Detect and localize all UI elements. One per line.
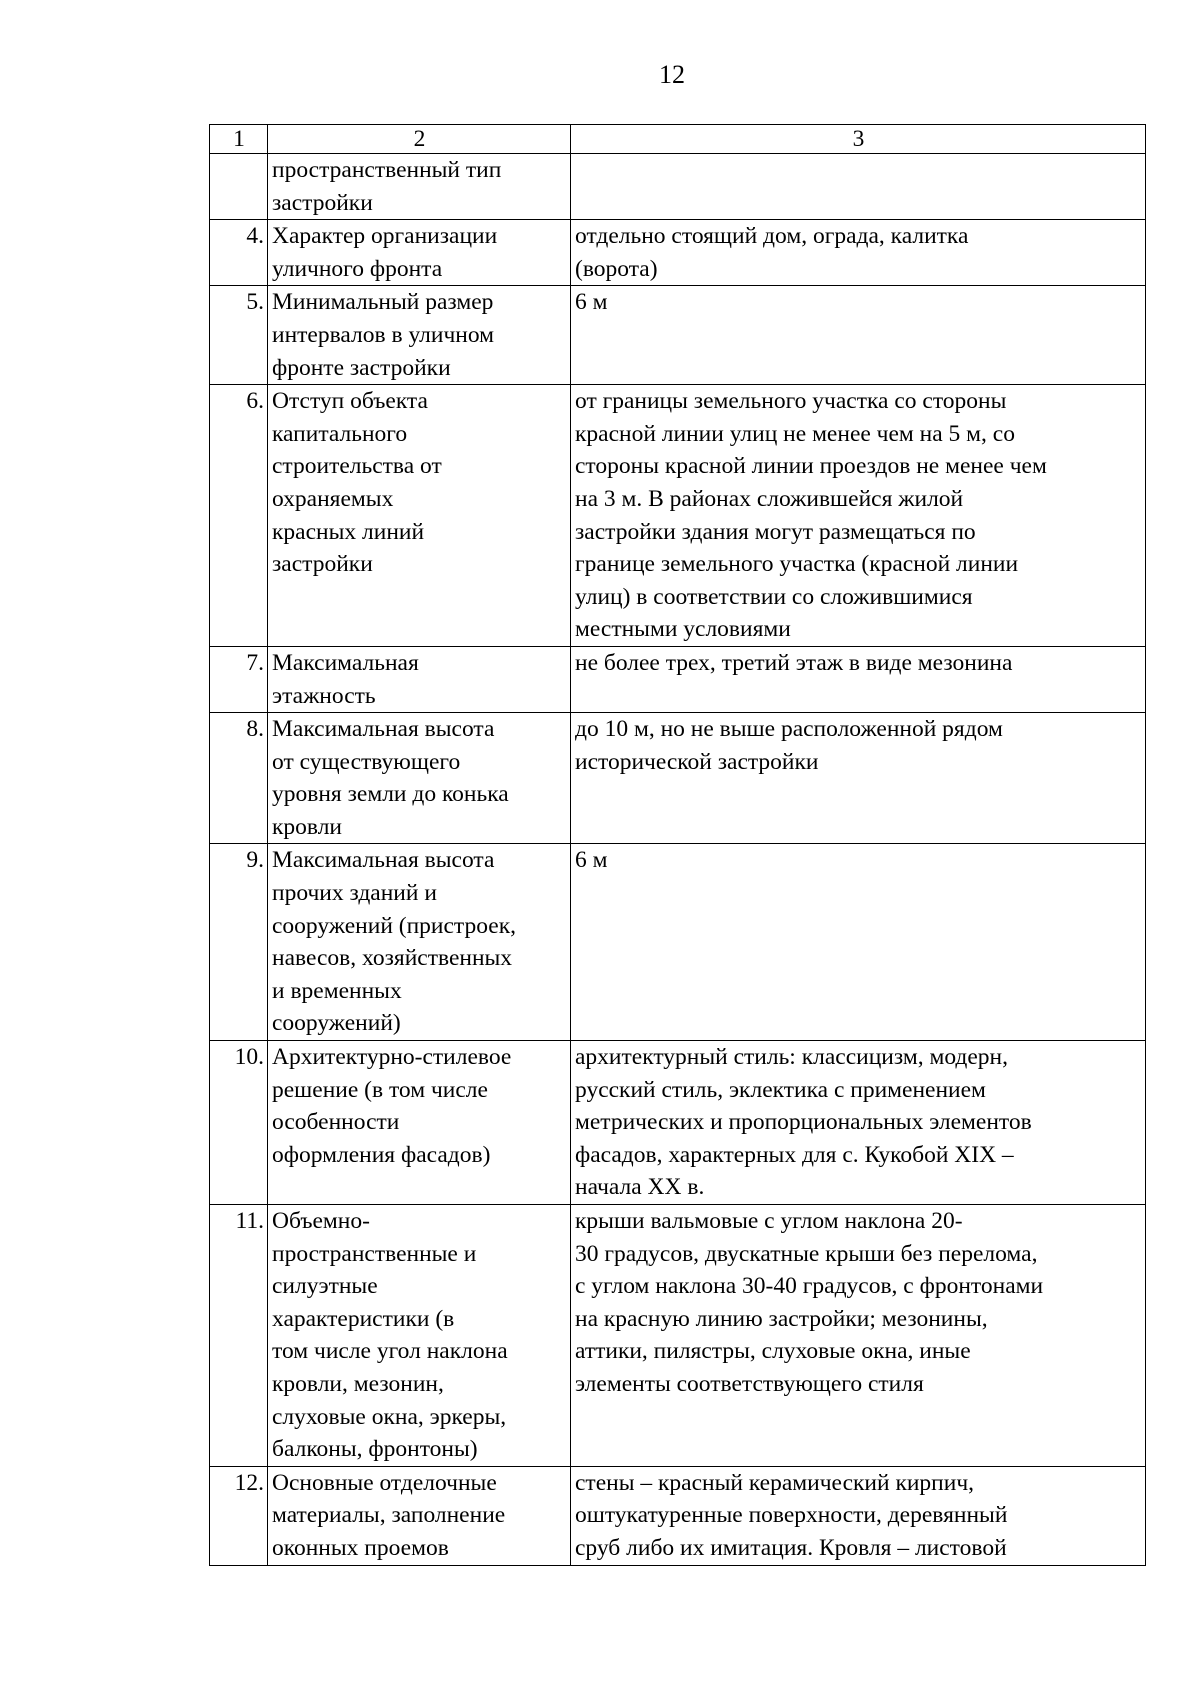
value-cell: 6 м [571,286,1146,385]
row-number-cell: 9. [210,844,268,1041]
table-row [210,844,1146,1041]
table-row [210,1041,1146,1205]
header-cell-2: 2 [268,125,571,154]
value-cell: отдельно стоящий дом, ограда, калитка (ворота) [571,220,1146,286]
value-cell [571,154,1146,220]
parameter-cell: Отступ объекта капитального строительства от охраняемых красных линий застройки [268,385,571,647]
table-row [210,154,1146,220]
header-cell-3: 3 [571,125,1146,154]
row-number-cell: 7. [210,646,268,712]
header-cell-1: 1 [210,125,268,154]
table-row [210,1466,1146,1565]
value-cell: не более трех, третий этаж в виде мезонина [571,646,1146,712]
table-row [210,286,1146,385]
row-number-cell [210,154,268,220]
page-number: 12 [659,60,685,89]
row-number-cell: 5. [210,286,268,385]
table-row [210,1205,1146,1467]
parameter-cell: Архитектурно-стилевое решение (в том числе особенности оформления фасадов) [268,1041,571,1205]
parameter-cell: Максимальная этажность [268,646,571,712]
table-row [210,385,1146,647]
row-number-cell: 4. [210,220,268,286]
value-cell: стены – красный керамический кирпич, оштукатуренные поверхности, деревянный сруб либо их имитация. Кровля – листовой [571,1466,1146,1565]
table-header-row [210,125,1146,154]
row-number-cell: 8. [210,713,268,844]
table-row [210,713,1146,844]
row-number-cell: 12. [210,1466,268,1565]
row-number-cell: 10. [210,1041,268,1205]
table-body [210,125,1146,1566]
parameter-cell: Минимальный размер интервалов в уличном фронте застройки [268,286,571,385]
value-cell: архитектурный стиль: классицизм, модерн, русский стиль, эклектика с применением метрических и пропорциональных элементов фасадов, характерных для с. Кукобой XIX – начала XX в. [571,1041,1146,1205]
row-number-cell: 6. [210,385,268,647]
value-cell: до 10 м, но не выше расположенной рядом исторической застройки [571,713,1146,844]
parameter-cell: Характер организации уличного фронта [268,220,571,286]
row-number-cell: 11. [210,1205,268,1467]
value-cell: крыши вальмовые с углом наклона 20- 30 градусов, двускатные крыши без перелома, с углом наклона 30-40 градусов, с фронтонами на красную линию застройки; мезонины, аттики, пилястры, слуховые окна, иные элементы соответствующего стиля [571,1205,1146,1467]
value-cell: от границы земельного участка со стороны красной линии улиц не менее чем на 5 м, со стороны красной линии проездов не менее чем на 3 м. В районах сложившейся жилой застройки здания могут размещаться по границе земельного участка (красной линии улиц) в соответствии со сложившимися местными условиями [571,385,1146,647]
parameter-cell: Основные отделочные материалы, заполнение оконных проемов [268,1466,571,1565]
parameter-cell: Объемно- пространственные и силуэтные характеристики (в том числе угол наклона кровли, мезонин, слуховые окна, эркеры, балконы, фронтоны) [268,1205,571,1467]
table-row [210,220,1146,286]
parameter-cell: Максимальная высота от существующего уровня земли до конька кровли [268,713,571,844]
table-row [210,646,1146,712]
parameter-cell: Максимальная высота прочих зданий и сооружений (пристроек, навесов, хозяйственных и временных сооружений) [268,844,571,1041]
regulations-table [209,124,1146,1566]
parameter-cell: пространственный тип застройки [268,154,571,220]
value-cell: 6 м [571,844,1146,1041]
